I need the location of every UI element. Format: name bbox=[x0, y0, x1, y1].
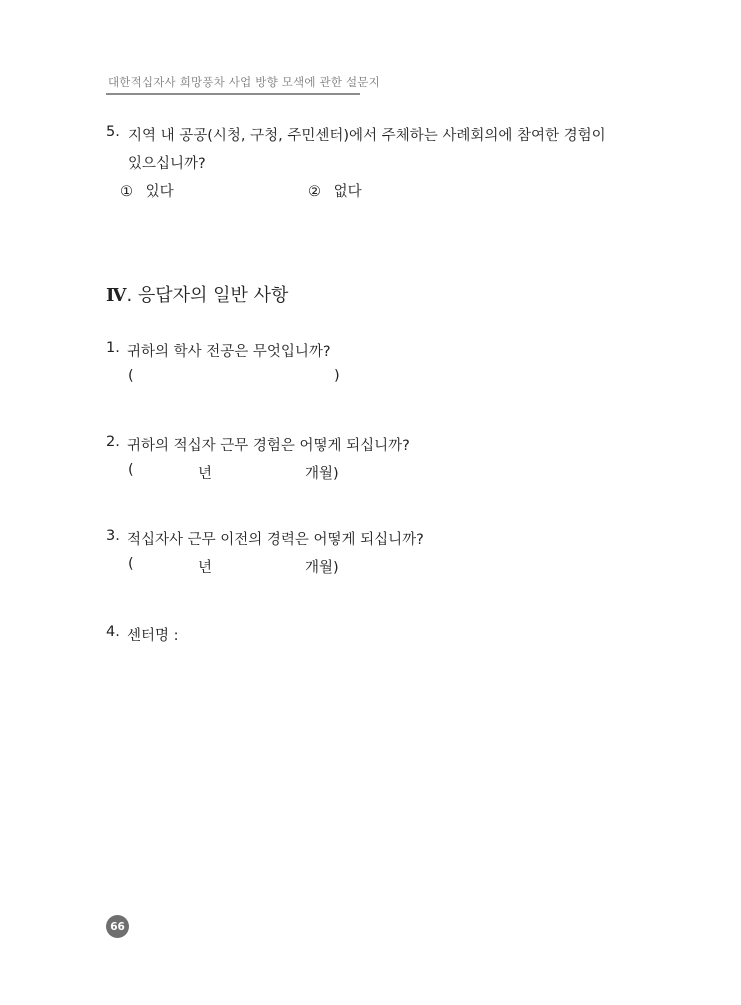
option-yes-marker: ① bbox=[120, 184, 133, 200]
question-4-number: 4. bbox=[106, 624, 120, 640]
months-unit: 개월) bbox=[305, 560, 339, 576]
question-1-text: 귀하의 학사 전공은 무엇입니까? bbox=[127, 344, 331, 360]
years-unit: 년 bbox=[198, 560, 213, 576]
page-number-badge: 66 bbox=[106, 915, 129, 938]
header-divider bbox=[106, 93, 360, 95]
question-2-number: 2. bbox=[106, 434, 120, 450]
section-heading bbox=[106, 281, 288, 307]
option-yes[interactable] bbox=[120, 180, 174, 201]
open-paren: ( bbox=[128, 556, 134, 572]
question-1-number: 1. bbox=[106, 340, 120, 356]
section-numeral: Ⅳ bbox=[106, 285, 127, 306]
question-3-number: 3. bbox=[106, 528, 120, 544]
section-title: . 응답자의 일반 사항 bbox=[126, 285, 289, 306]
question-2-text: 귀하의 적십자 근무 경험은 어떻게 되십니까? bbox=[127, 438, 410, 454]
open-paren: ( bbox=[128, 462, 134, 478]
question-4-text[interactable]: 센터명 : bbox=[127, 628, 179, 644]
years-unit: 년 bbox=[198, 466, 213, 482]
option-no-marker: ② bbox=[308, 184, 321, 200]
option-yes-label: 있다 bbox=[145, 184, 174, 200]
question-5-text-line1: 지역 내 공공(시청, 구청, 주민센터)에서 주체하는 사례회의에 참여한 경험이 bbox=[128, 128, 606, 144]
header-title: 대한적십자사 희망풍차 사업 방향 모색에 관한 설문지 bbox=[108, 75, 380, 89]
months-unit: 개월) bbox=[305, 466, 339, 482]
question-5-text-line2: 있으십니까? bbox=[128, 156, 206, 172]
option-no[interactable] bbox=[308, 180, 362, 201]
question-5-number: 5. bbox=[106, 124, 120, 140]
question-3-text: 적십자사 근무 이전의 경력은 어떻게 되십니까? bbox=[127, 532, 424, 548]
close-paren: ) bbox=[334, 368, 340, 384]
option-no-label: 없다 bbox=[333, 184, 362, 200]
open-paren: ( bbox=[128, 368, 134, 384]
